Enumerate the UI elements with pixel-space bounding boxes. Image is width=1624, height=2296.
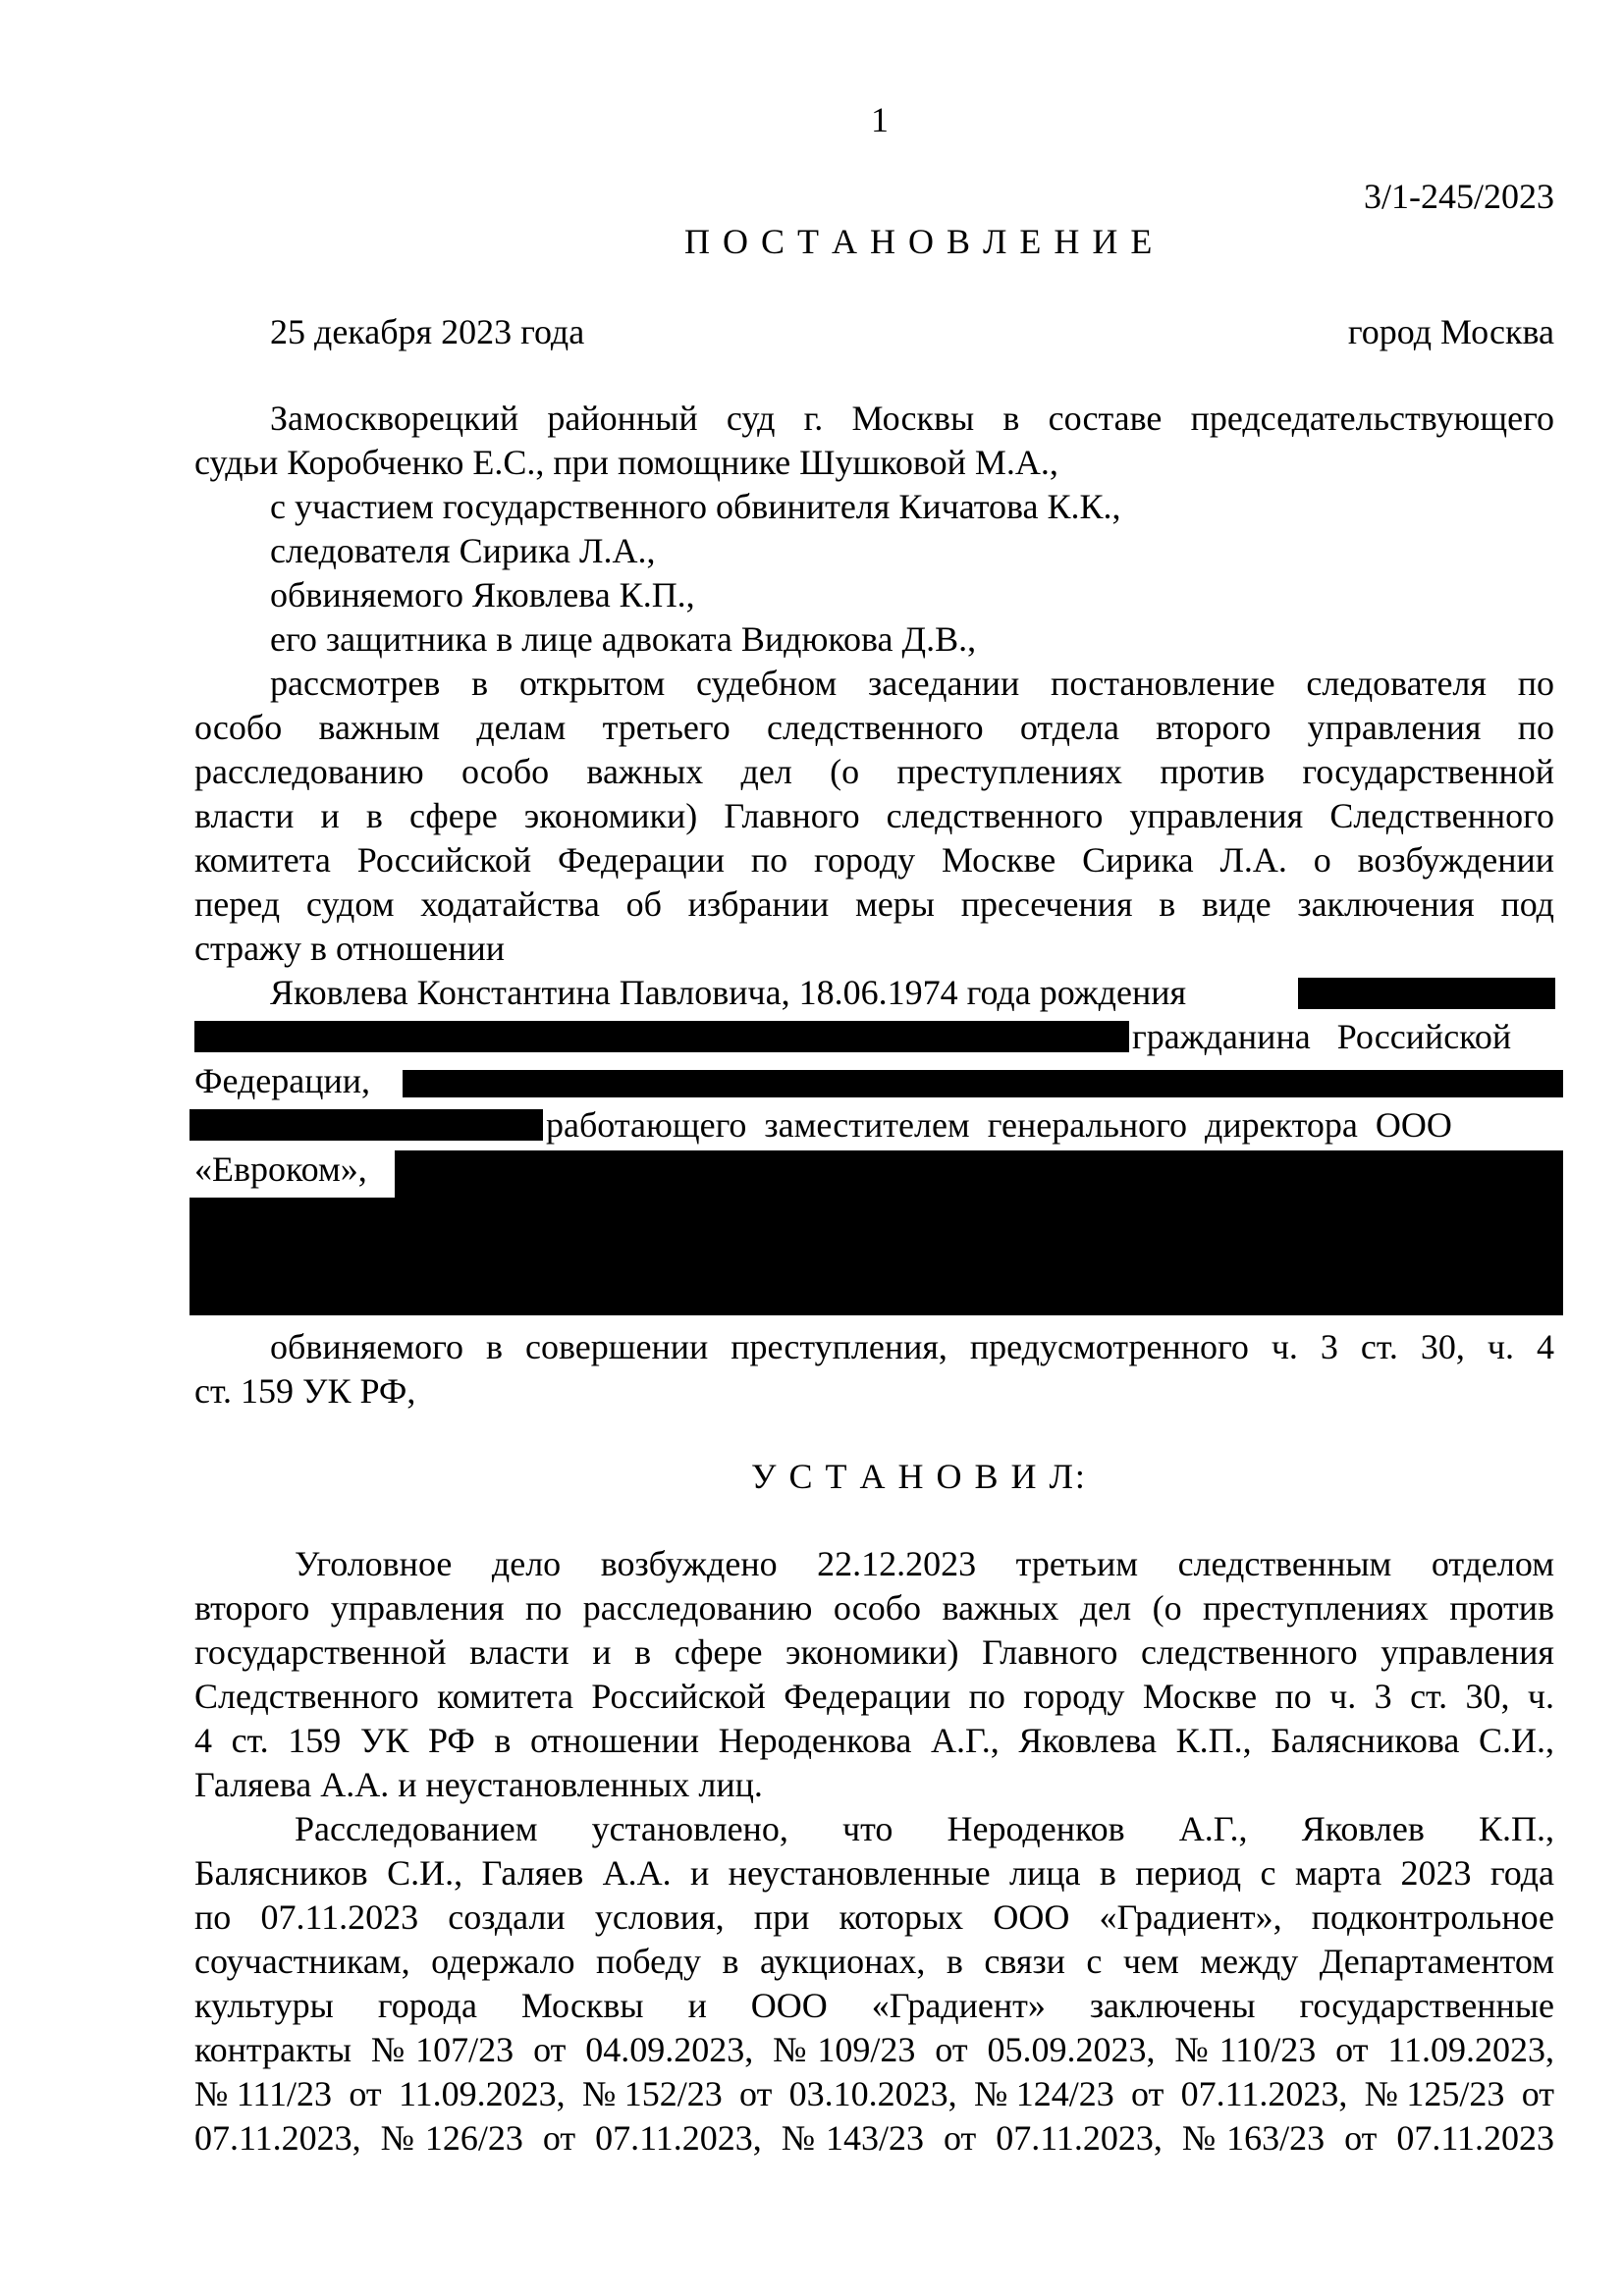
decision-city: город Москва [1347, 312, 1554, 351]
paragraph-line: культуры города Москвы и ООО «Градиент» заключены государственные [194, 1986, 1554, 2025]
accused-citizenship: гражданина Российской [1132, 1017, 1512, 1056]
intro-line: власти и в сфере экономики) Главного следственного управления Следственного [194, 796, 1554, 835]
intro-line: судьи Коробченко Е.С., при помощнике Шушковой М.А., [194, 443, 1058, 482]
intro-line: обвиняемого Яковлева К.П., [270, 575, 695, 614]
intro-line: с участием государственного обвинителя Кичатова К.К., [270, 487, 1121, 526]
paragraph-line: 4 ст. 159 УК РФ в отношении Нероденкова А.Г., Яковлева К.П., Балясникова С.И., [194, 1721, 1554, 1760]
decision-date: 25 декабря 2023 года [270, 312, 585, 351]
intro-line: рассмотрев в открытом судебном заседании постановление следователя по [270, 664, 1554, 703]
paragraph-line: второго управления по расследованию особо важных дел (о преступлениях против [194, 1588, 1554, 1628]
document-title: П О С Т А Н О В Л Е Н И Е [684, 222, 1155, 261]
accused-charge: ст. 159 УК РФ, [194, 1371, 416, 1411]
accused-charge: обвиняемого в совершении преступления, предусмотренного ч. 3 ст. 30, ч. 4 [270, 1327, 1554, 1366]
page-number: 1 [871, 100, 889, 139]
section-title: У С Т А Н О В И Л: [751, 1457, 1087, 1496]
paragraph-line: Балясников С.И., Галяев А.А. и неустановленные лица в период с марта 2023 года [194, 1853, 1554, 1893]
accused-company: «Евроком», [194, 1149, 367, 1189]
redaction-bar [189, 1109, 543, 1141]
redaction-bar [403, 1070, 1563, 1097]
paragraph-line: 07.11.2023, №126/23 от 07.11.2023, №143/23 от 07.11.2023, №163/23 от 07.11.2023 [194, 2118, 1554, 2158]
accused-employment: работающего заместителем генерального директора ООО [546, 1105, 1452, 1145]
redaction-bar [194, 1021, 1129, 1052]
paragraph-line: Расследованием установлено, что Нероденков А.Г., Яковлев К.П., [295, 1809, 1554, 1848]
accused-name: Яковлева Константина Павловича, 18.06.1974 года рождения [270, 973, 1187, 1012]
intro-line: перед судом ходатайства об избрании меры пресечения в виде заключения под [194, 884, 1554, 924]
paragraph-line: соучастникам, одержало победу в аукционах, в связи с чем между Департаментом [194, 1942, 1554, 1981]
intro-line: следователя Сирика Л.А., [270, 531, 656, 570]
case-number: 3/1-245/2023 [1364, 177, 1554, 216]
paragraph-line: государственной власти и в сфере экономики) Главного следственного управления [194, 1632, 1554, 1672]
redaction-bar [395, 1150, 1563, 1200]
paragraph-line: контракты №107/23 от 04.09.2023, №109/23 от 05.09.2023, №110/23 от 11.09.2023, [194, 2030, 1554, 2069]
accused-federation: Федерации, [194, 1061, 371, 1100]
paragraph-line: по 07.11.2023 создали условия, при которых ООО «Градиент», подконтрольное [194, 1897, 1554, 1937]
paragraph-line: Уголовное дело возбуждено 22.12.2023 третьим следственным отделом [295, 1544, 1554, 1583]
intro-line: стражу в отношении [194, 929, 506, 968]
intro-line: расследованию особо важных дел (о преступлениях против государственной [194, 752, 1554, 791]
paragraph-line: Следственного комитета Российской Федерации по городу Москве по ч. 3 ст. 30, ч. [194, 1677, 1554, 1716]
paragraph-line: Галяева А.А. и неустановленных лиц. [194, 1765, 763, 1804]
redaction-bar [1298, 978, 1555, 1009]
intro-line: его защитника в лице адвоката Видюкова Д.В., [270, 619, 977, 659]
redaction-bar [189, 1198, 1563, 1315]
intro-line: особо важным делам третьего следственного отдела второго управления по [194, 708, 1554, 747]
paragraph-line: №111/23 от 11.09.2023, №152/23 от 03.10.2023, №124/23 от 07.11.2023, №125/23 от [194, 2074, 1554, 2113]
intro-line: комитета Российской Федерации по городу Москве Сирика Л.А. о возбуждении [194, 840, 1554, 880]
intro-line: Замоскворецкий районный суд г. Москвы в составе председательствующего [270, 399, 1554, 438]
